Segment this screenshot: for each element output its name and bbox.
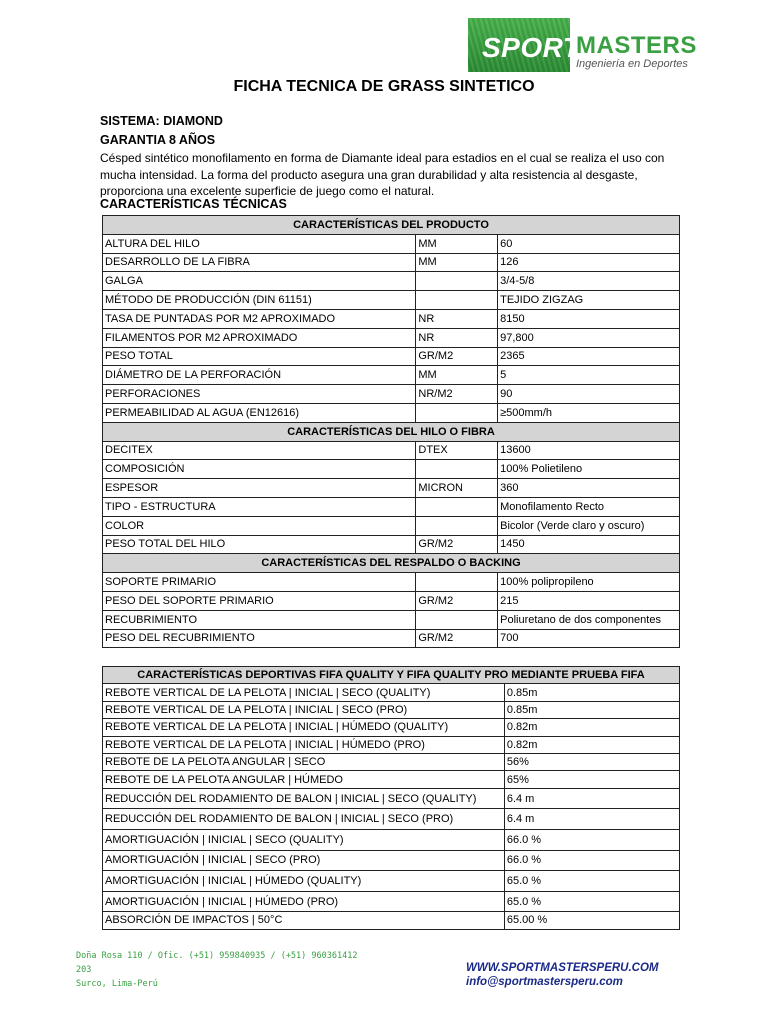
spec-name: DECITEX: [103, 441, 416, 460]
section-header-row: [103, 422, 680, 441]
spec-name: FILAMENTOS POR M2 APROXIMADO: [103, 328, 416, 347]
table-row: [103, 573, 680, 592]
table-row: [103, 736, 680, 753]
footer-address-line: Surco, Lima-Perú: [76, 979, 158, 989]
technical-characteristics-heading: CARACTERÍSTICAS TÉCNICAS: [100, 197, 287, 211]
spec-unit: MM: [416, 253, 498, 272]
spec-name: DESARROLLO DE LA FIBRA: [103, 253, 416, 272]
test-name: REBOTE DE LA PELOTA ANGULAR | SECO: [103, 753, 505, 770]
test-value: 0.85m: [504, 701, 679, 718]
test-value: 56%: [504, 753, 679, 770]
spec-unit: NR/M2: [416, 385, 498, 404]
spec-unit: [416, 497, 498, 516]
spec-name: COMPOSICIÓN: [103, 460, 416, 479]
footer-contact: [466, 961, 659, 989]
spec-value: Monofilamento Recto: [498, 497, 680, 516]
table-row: [103, 535, 680, 554]
fifa-sport-characteristics-table: [102, 666, 680, 930]
spec-unit: [416, 291, 498, 310]
spec-name: TASA DE PUNTADAS POR M2 APROXIMADO: [103, 309, 416, 328]
table-row: [103, 891, 680, 912]
spec-name: MÉTODO DE PRODUCCIÓN (DIN 61151): [103, 291, 416, 310]
test-name: REBOTE VERTICAL DE LA PELOTA | INICIAL | HÚMEDO (QUALITY): [103, 719, 505, 736]
test-name: REBOTE VERTICAL DE LA PELOTA | INICIAL | SECO (QUALITY): [103, 684, 505, 701]
spec-unit: GR/M2: [416, 591, 498, 610]
table-row: [103, 788, 680, 809]
spec-value: 2365: [498, 347, 680, 366]
product-description: Césped sintético monofilamento en forma de Diamante ideal para estadios en el cual se realiza el uso con mucha intensidad. La forma del producto asegura una gran durabilidad y alta resistencia al desgaste, proporciona una excelente superficie de juego como el natural.: [100, 151, 665, 198]
table-row: [103, 516, 680, 535]
spec-unit: MM: [416, 366, 498, 385]
table-row: [103, 479, 680, 498]
spec-value: Bicolor (Verde claro y oscuro): [498, 516, 680, 535]
table-row: [103, 771, 680, 788]
test-name: REDUCCIÓN DEL RODAMIENTO DE BALON | INICIAL | SECO (PRO): [103, 809, 505, 830]
document-title: FICHA TECNICA DE GRASS SINTETICO: [233, 78, 535, 95]
spec-value: 90: [498, 385, 680, 404]
spec-name: PESO TOTAL: [103, 347, 416, 366]
test-name: AMORTIGUACIÓN | INICIAL | SECO (PRO): [103, 850, 505, 871]
spec-value: 100% polipropileno: [498, 573, 680, 592]
spec-value: 5: [498, 366, 680, 385]
spec-name: ALTURA DEL HILO: [103, 234, 416, 253]
test-value: 6.4 m: [504, 809, 679, 830]
test-value: 65.00 %: [504, 912, 679, 929]
section-header-row: [103, 216, 680, 235]
test-name: REDUCCIÓN DEL RODAMIENTO DE BALON | INICIAL | SECO (QUALITY): [103, 788, 505, 809]
table-row: [103, 347, 680, 366]
spec-name: PESO DEL SOPORTE PRIMARIO: [103, 591, 416, 610]
spec-name: TIPO - ESTRUCTURA: [103, 497, 416, 516]
spec-value: 700: [498, 629, 680, 648]
spec-name: PESO DEL RECUBRIMIENTO: [103, 629, 416, 648]
table-row: [103, 460, 680, 479]
spec-name: DIÁMETRO DE LA PERFORACIÓN: [103, 366, 416, 385]
spec-unit: MICRON: [416, 479, 498, 498]
table-row: [103, 829, 680, 850]
spec-unit: [416, 272, 498, 291]
technical-specs-table: [102, 215, 680, 648]
section-header: CARACTERÍSTICAS DEL PRODUCTO: [103, 216, 680, 235]
spec-name: SOPORTE PRIMARIO: [103, 573, 416, 592]
spec-value: 3/4-5/8: [498, 272, 680, 291]
spec-name: GALGA: [103, 272, 416, 291]
spec-value: 215: [498, 591, 680, 610]
footer-address-line: Doña Rosa 110 / Ofic. (+51) 959840935 / (+51) 960361412: [76, 951, 358, 961]
table-row: [103, 234, 680, 253]
warranty-label: GARANTIA 8 AÑOS: [100, 133, 216, 147]
table-row: [103, 253, 680, 272]
section-header: CARACTERÍSTICAS DEL RESPALDO O BACKING: [103, 554, 680, 573]
test-value: 66.0 %: [504, 829, 679, 850]
test-name: AMORTIGUACIÓN | INICIAL | HÚMEDO (QUALITY): [103, 871, 505, 892]
spec-value: 13600: [498, 441, 680, 460]
spec-unit: [416, 460, 498, 479]
logo-word-sport: SPORT: [482, 32, 581, 63]
footer-address-line: 203: [76, 965, 92, 975]
spec-value: 60: [498, 234, 680, 253]
spec-name: PERFORACIONES: [103, 385, 416, 404]
website-link[interactable]: WWW.SPORTMASTERSPERU.COM: [466, 962, 659, 974]
table-row: [103, 385, 680, 404]
spec-value: 126: [498, 253, 680, 272]
spec-name: COLOR: [103, 516, 416, 535]
system-label: SISTEMA: DIAMOND: [100, 114, 223, 128]
logo-word-masters: MASTERS: [576, 32, 697, 59]
table-row: [103, 809, 680, 830]
table-row: [103, 871, 680, 892]
logo-grass-block: [468, 18, 581, 72]
spec-value: 100% Polietileno: [498, 460, 680, 479]
table-row: [103, 610, 680, 629]
test-name: AMORTIGUACIÓN | INICIAL | HÚMEDO (PRO): [103, 891, 505, 912]
spec-name: ESPESOR: [103, 479, 416, 498]
test-value: 66.0 %: [504, 850, 679, 871]
spec-unit: GR/M2: [416, 347, 498, 366]
table-row: [103, 309, 680, 328]
test-value: 65.0 %: [504, 891, 679, 912]
spec-unit: [416, 516, 498, 535]
table-row: [103, 591, 680, 610]
table-row: [103, 629, 680, 648]
section-header: CARACTERÍSTICAS DEPORTIVAS FIFA QUALITY Y FIFA QUALITY PRO MEDIANTE PRUEBA FIFA: [103, 667, 680, 684]
spec-unit: [416, 610, 498, 629]
company-logo: [468, 16, 697, 74]
email-link[interactable]: info@sportmastersperu.com: [466, 976, 623, 988]
spec-unit: GR/M2: [416, 629, 498, 648]
spec-value: 360: [498, 479, 680, 498]
spec-unit: NR: [416, 328, 498, 347]
table-row: [103, 912, 680, 929]
table-row: [103, 441, 680, 460]
spec-value: 8150: [498, 309, 680, 328]
spec-unit: [416, 573, 498, 592]
spec-unit: MM: [416, 234, 498, 253]
test-name: REBOTE VERTICAL DE LA PELOTA | INICIAL | SECO (PRO): [103, 701, 505, 718]
footer-address: [76, 949, 357, 991]
table-row: [103, 850, 680, 871]
table-row: [103, 753, 680, 770]
section-header-row: [103, 667, 680, 684]
spec-value: 1450: [498, 535, 680, 554]
test-value: 6.4 m: [504, 788, 679, 809]
spec-value: ≥500mm/h: [498, 403, 680, 422]
spec-unit: [416, 403, 498, 422]
table-row: [103, 497, 680, 516]
table-row: [103, 328, 680, 347]
table-row: [103, 701, 680, 718]
logo-tagline: Ingeniería en Deportes: [576, 58, 688, 70]
table-row: [103, 684, 680, 701]
spec-value: 97,800: [498, 328, 680, 347]
spec-value: Poliuretano de dos componentes: [498, 610, 680, 629]
table-row: [103, 366, 680, 385]
table-row: [103, 403, 680, 422]
test-value: 0.85m: [504, 684, 679, 701]
test-value: 0.82m: [504, 719, 679, 736]
table-row: [103, 291, 680, 310]
spec-value: TEJIDO ZIGZAG: [498, 291, 680, 310]
test-value: 65%: [504, 771, 679, 788]
spec-unit: DTEX: [416, 441, 498, 460]
section-header-row: [103, 554, 680, 573]
section-header: CARACTERÍSTICAS DEL HILO O FIBRA: [103, 422, 680, 441]
test-name: AMORTIGUACIÓN | INICIAL | SECO (QUALITY): [103, 829, 505, 850]
spec-name: PESO TOTAL DEL HILO: [103, 535, 416, 554]
test-name: REBOTE DE LA PELOTA ANGULAR | HÚMEDO: [103, 771, 505, 788]
test-name: REBOTE VERTICAL DE LA PELOTA | INICIAL | HÚMEDO (PRO): [103, 736, 505, 753]
spec-unit: GR/M2: [416, 535, 498, 554]
spec-name: RECUBRIMIENTO: [103, 610, 416, 629]
test-value: 0.82m: [504, 736, 679, 753]
table-row: [103, 719, 680, 736]
test-name: ABSORCIÓN DE IMPACTOS | 50°C: [103, 912, 505, 929]
table-row: [103, 272, 680, 291]
spec-unit: NR: [416, 309, 498, 328]
spec-name: PERMEABILIDAD AL AGUA (EN12616): [103, 403, 416, 422]
test-value: 65.0 %: [504, 871, 679, 892]
